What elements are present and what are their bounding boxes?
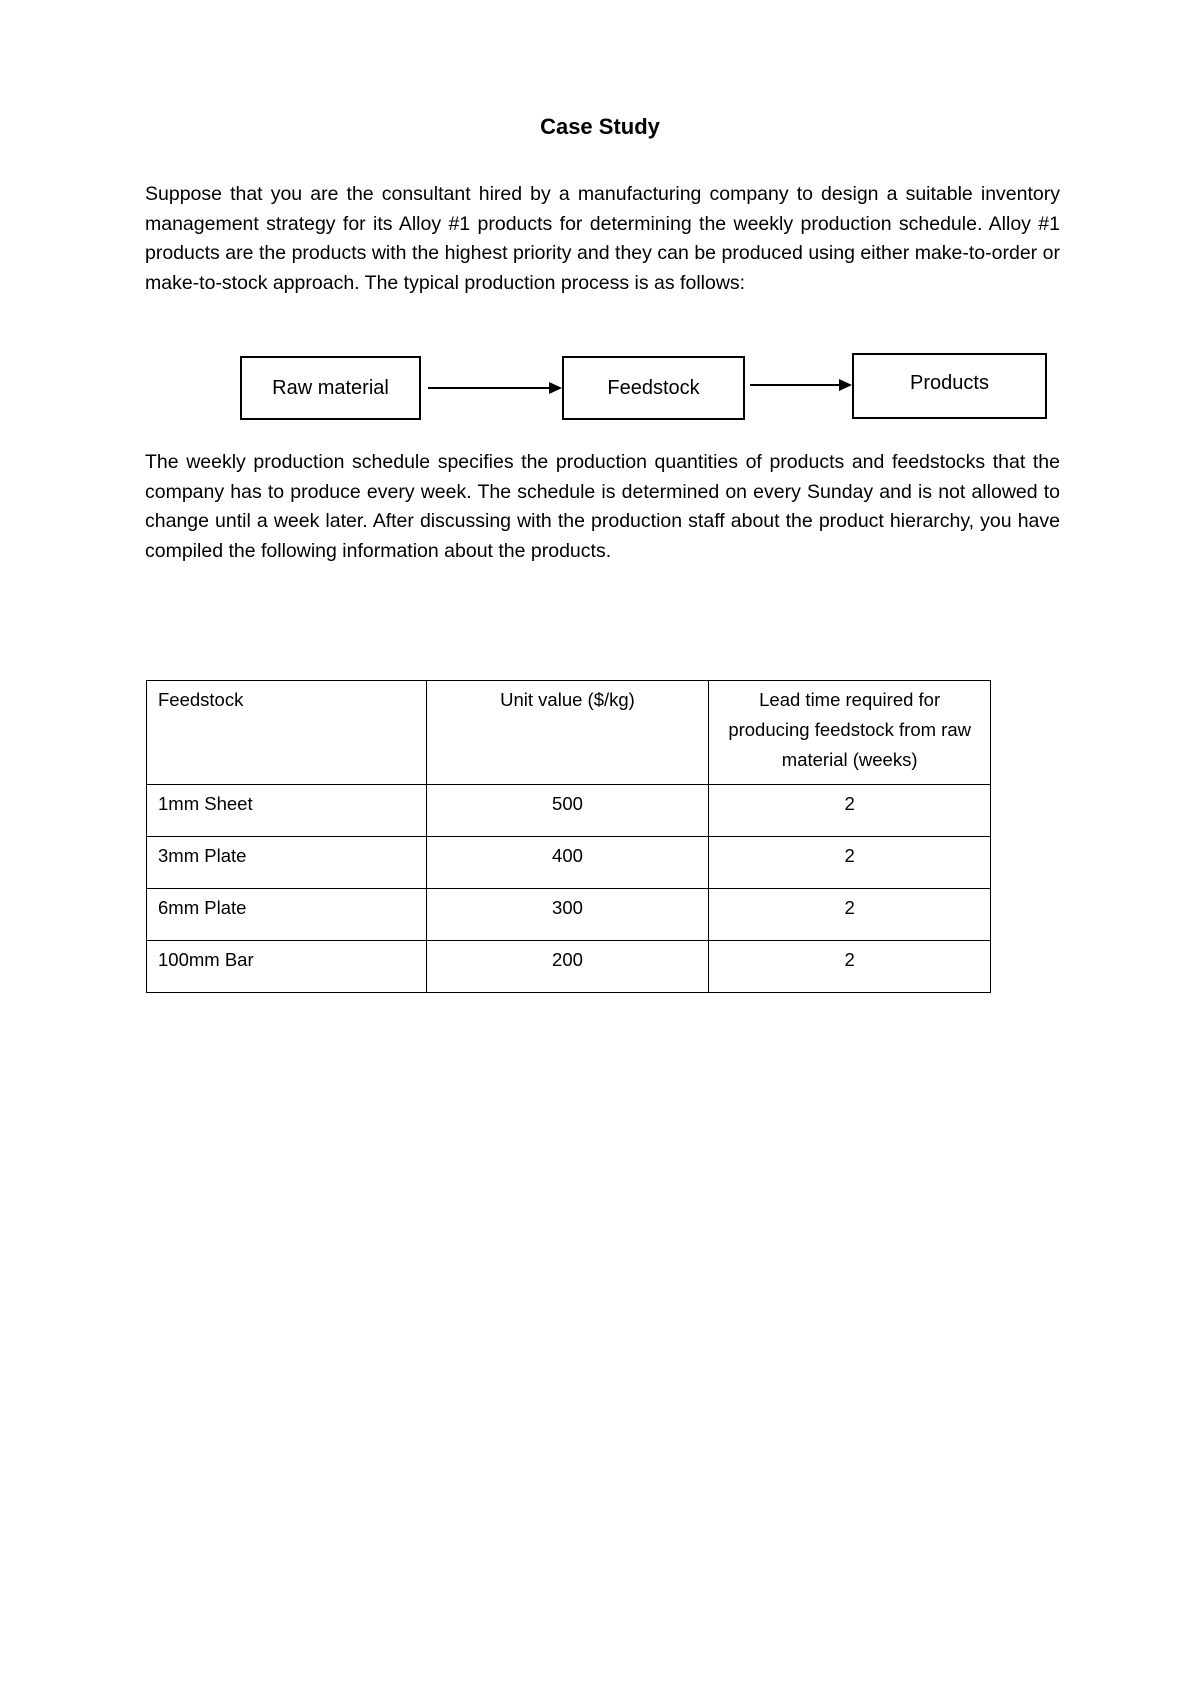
flow-box-products: Products bbox=[852, 353, 1047, 419]
table-row bbox=[147, 941, 991, 993]
table-row bbox=[147, 785, 991, 837]
table-cell-unit-value: 200 bbox=[426, 941, 709, 993]
flow-box-feedstock: Feedstock bbox=[562, 356, 745, 420]
table-cell-feedstock: 1mm Sheet bbox=[147, 785, 427, 837]
table-header-cell: Unit value ($/kg) bbox=[426, 681, 709, 785]
table-header-row bbox=[147, 681, 991, 785]
schedule-paragraph: The weekly production schedule specifies the production quantities of products and feedstocks that the company has to produce every week. The schedule is determined on every Sunday and is not allowed to change until a week later. After discussing with the production staff about the product hierarchy, you have compiled the following information about the products. bbox=[145, 451, 1060, 562]
table-cell-feedstock: 6mm Plate bbox=[147, 889, 427, 941]
arrow-raw-to-feedstock bbox=[428, 382, 562, 394]
table-cell-lead-time: 2 bbox=[709, 837, 991, 889]
table-cell-unit-value: 500 bbox=[426, 785, 709, 837]
flow-box-raw-material: Raw material bbox=[240, 356, 421, 420]
table-cell-feedstock: 3mm Plate bbox=[147, 837, 427, 889]
table-cell-feedstock: 100mm Bar bbox=[147, 941, 427, 993]
flow-arrows bbox=[0, 345, 1200, 445]
process-flow-diagram bbox=[0, 345, 1200, 445]
table-cell-lead-time: 2 bbox=[709, 785, 991, 837]
table-cell-lead-time: 2 bbox=[709, 889, 991, 941]
table-row bbox=[147, 889, 991, 941]
page-title: Case Study bbox=[540, 114, 660, 139]
table-cell-lead-time: 2 bbox=[709, 941, 991, 993]
table-row bbox=[147, 837, 991, 889]
intro-paragraph: Suppose that you are the consultant hired by a manufacturing company to design a suitable inventory management strategy for its Alloy #1 products for determining the weekly production schedule. Alloy #1 products are the products with the highest priority and they can be produced using either make-to-order or make-to-stock approach. The typical production process is as follows: bbox=[145, 183, 1060, 294]
arrow-feedstock-to-products bbox=[750, 379, 852, 391]
table-cell-unit-value: 300 bbox=[426, 889, 709, 941]
table-header-cell: Feedstock bbox=[147, 681, 427, 785]
table-header-cell: Lead time required for producing feedstock from raw material (weeks) bbox=[709, 681, 991, 785]
feedstock-table bbox=[146, 680, 991, 993]
table-cell-unit-value: 400 bbox=[426, 837, 709, 889]
